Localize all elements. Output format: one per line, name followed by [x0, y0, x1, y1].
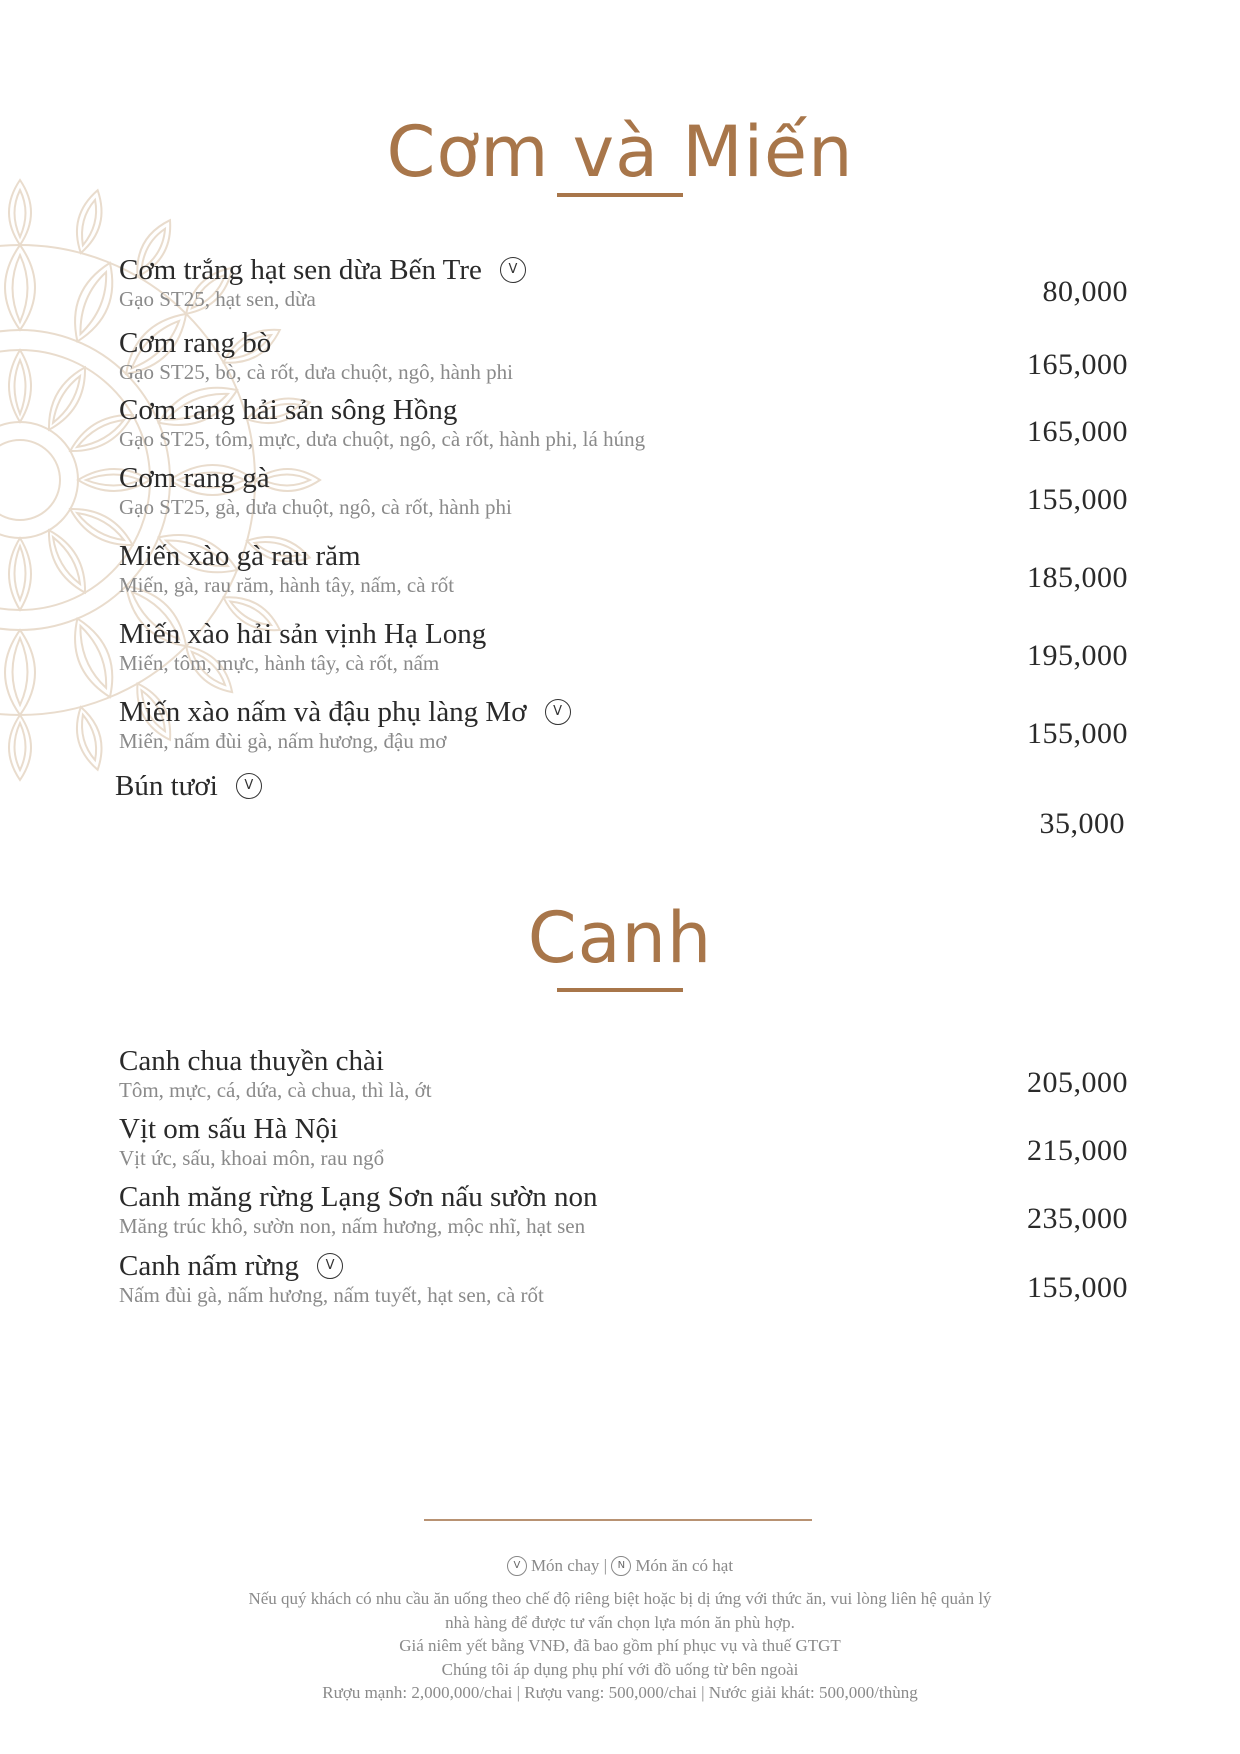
item-price: 80,000: [1042, 275, 1128, 308]
note-line: Rượu mạnh: 2,000,000/chai | Rượu vang: 500,000/chai | Nước giải khát: 500,000/thùng: [322, 1683, 918, 1702]
item-description: Nấm đùi gà, nấm hương, nấm tuyết, hạt sen, cà rốt: [119, 1283, 544, 1307]
vegetarian-badge-icon: V: [236, 773, 262, 799]
item-name: [119, 326, 271, 360]
note-line: Giá niêm yết bằng VNĐ, đã bao gồm phí phục vụ và thuế GTGT: [399, 1636, 841, 1655]
vegetarian-badge-icon: V: [507, 1556, 527, 1576]
item-name-text: Miến xào hải sản vịnh Hạ Long: [119, 618, 487, 650]
item-description: Gạo ST25, gà, dưa chuột, ngô, cà rốt, hành phi: [119, 495, 512, 519]
menu-item: [0, 1180, 1240, 1260]
item-price: 155,000: [1027, 483, 1128, 516]
menu-notes: [180, 1587, 1060, 1705]
item-name-text: Miến xào gà rau răm: [119, 540, 361, 572]
item-name: [119, 461, 270, 495]
title-underline: [557, 193, 683, 197]
item-name: [119, 1044, 384, 1078]
item-description: Vịt ức, sấu, khoai môn, rau ngổ: [119, 1146, 385, 1170]
vegetarian-badge-icon: V: [317, 1253, 343, 1279]
item-name-text: Bún tươi: [115, 770, 218, 802]
item-price: 155,000: [1027, 717, 1128, 750]
item-description: Gạo ST25, bò, cà rốt, dưa chuột, ngô, hành phi: [119, 360, 513, 384]
menu-item: [0, 769, 1240, 849]
item-description: Măng trúc khô, sườn non, nấm hương, mộc nhĩ, hạt sen: [119, 1214, 586, 1238]
item-description: Miến, nấm đùi gà, nấm hương, đậu mơ: [119, 729, 447, 753]
item-name-text: Vịt om sấu Hà Nội: [119, 1113, 339, 1145]
legend: [0, 1556, 1240, 1577]
item-price: 165,000: [1027, 348, 1128, 381]
item-name-text: Cơm rang gà: [119, 462, 270, 494]
menu-item: [0, 617, 1240, 697]
item-price: 205,000: [1027, 1066, 1128, 1099]
item-name: [119, 617, 486, 651]
legend-separator: |: [603, 1556, 608, 1575]
mandala-petal-inner: [15, 190, 26, 237]
section-title-com-mien: Cơm và Miến: [386, 111, 854, 193]
vegetarian-badge-icon: V: [545, 699, 571, 725]
nut-badge-icon: N: [611, 1556, 631, 1576]
menu-item: [0, 461, 1240, 541]
mandala-petal: [70, 187, 108, 255]
item-name: [119, 1180, 598, 1214]
item-price: 165,000: [1027, 415, 1128, 448]
menu-item: [0, 695, 1240, 775]
item-name-text: Cơm rang hải sản sông Hồng: [119, 394, 458, 426]
legend-nut-label: Món ăn có hạt: [635, 1556, 734, 1575]
item-price: 215,000: [1027, 1134, 1128, 1167]
legend-vegetarian-label: Món chay: [530, 1556, 600, 1575]
section-title-canh: Canh: [527, 897, 713, 979]
item-name: [115, 769, 262, 803]
item-price: 155,000: [1027, 1271, 1128, 1304]
item-description: Gạo ST25, hạt sen, dừa: [119, 287, 316, 311]
item-price: 235,000: [1027, 1202, 1128, 1235]
title-underline: [557, 988, 683, 992]
item-name: [119, 539, 361, 573]
item-description: Tôm, mực, cá, dứa, cà chua, thì là, ớt: [119, 1078, 432, 1102]
note-line: Nếu quý khách có nhu cầu ăn uống theo chế độ riêng biệt hoặc bị dị ứng với thức ăn, vui lòng liên hệ quản lý: [248, 1589, 992, 1608]
menu-item: [0, 539, 1240, 619]
item-description: Miến, tôm, mực, hành tây, cà rốt, nấm: [119, 651, 440, 675]
footer-divider: [424, 1519, 812, 1521]
item-name-text: Cơm trắng hạt sen dừa Bến Tre: [119, 254, 482, 286]
item-description: Miến, gà, rau răm, hành tây, nấm, cà rốt: [119, 573, 455, 597]
item-description: Gạo ST25, tôm, mực, dưa chuột, ngô, cà rốt, hành phi, lá húng: [119, 427, 646, 451]
item-name: [119, 1112, 338, 1146]
item-name: [119, 1249, 343, 1283]
menu-item: [0, 253, 1240, 333]
item-name: [119, 393, 457, 427]
mandala-petal-inner: [78, 198, 101, 246]
item-name-text: Canh chua thuyền chài: [119, 1045, 384, 1077]
item-price: 35,000: [1039, 807, 1125, 840]
item-price: 195,000: [1027, 639, 1128, 672]
vegetarian-badge-icon: V: [500, 257, 526, 283]
item-name-text: Cơm rang bò: [119, 327, 272, 359]
item-price: 185,000: [1027, 561, 1128, 594]
item-name-text: Canh nấm rừng: [119, 1250, 300, 1282]
menu-item: [0, 1249, 1240, 1329]
item-name-text: Miến xào nấm và đậu phụ làng Mơ: [119, 696, 527, 728]
item-name: [119, 253, 526, 287]
note-line: nhà hàng để được tư vấn chọn lựa món ăn phù hợp.: [445, 1612, 795, 1632]
note-line: Chúng tôi áp dụng phụ phí với đồ uống từ bên ngoài: [441, 1659, 799, 1679]
item-name: [119, 695, 571, 729]
item-name-text: Canh măng rừng Lạng Sơn nấu sườn non: [119, 1181, 598, 1213]
